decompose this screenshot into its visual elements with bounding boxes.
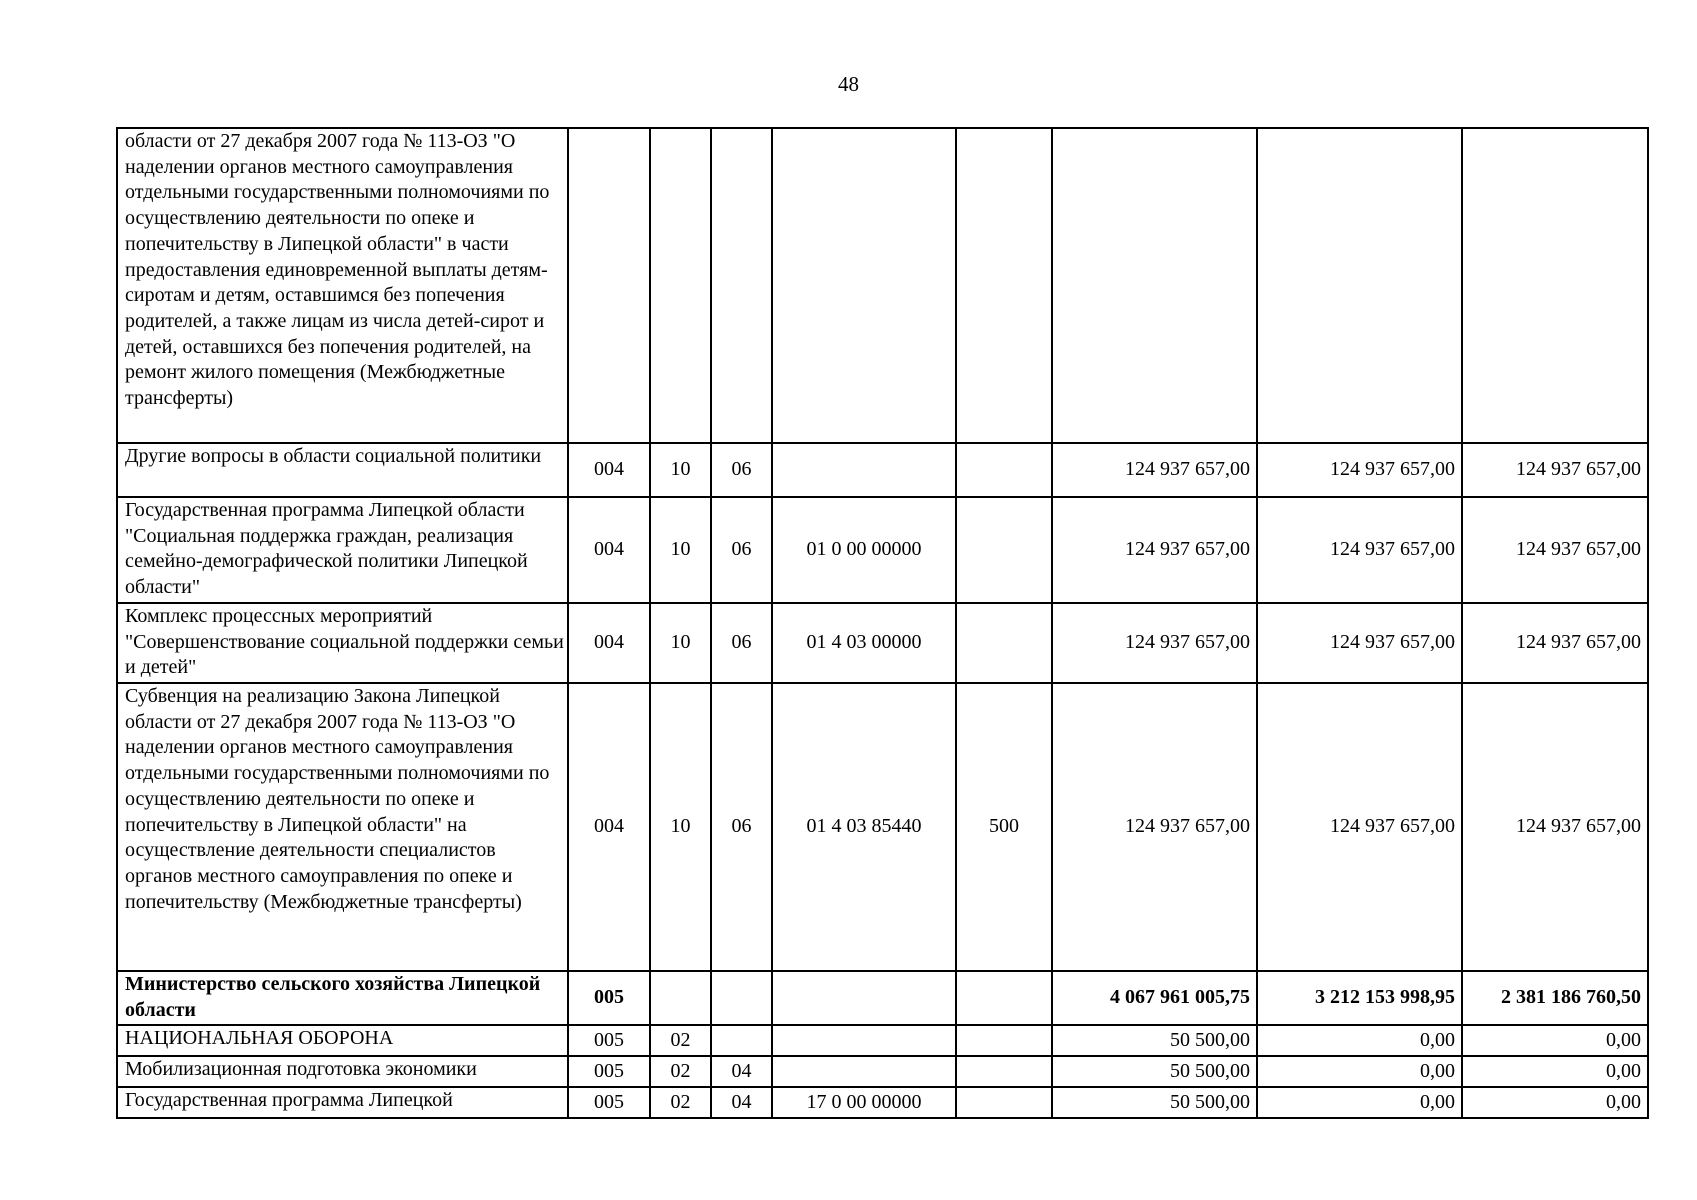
section-code: 10 xyxy=(650,603,711,683)
table-row xyxy=(117,1025,1648,1056)
sum-year-2: 0,00 xyxy=(1257,1087,1462,1118)
table-row xyxy=(117,1087,1648,1118)
target-article-code: 01 4 03 00000 xyxy=(772,603,956,683)
target-article-code xyxy=(772,971,956,1025)
target-article-code xyxy=(772,443,956,497)
expense-type-code: 500 xyxy=(956,683,1052,971)
sum-year-2 xyxy=(1257,128,1462,443)
sum-year-1: 50 500,00 xyxy=(1052,1087,1257,1118)
section-code xyxy=(650,128,711,443)
ministry-code: 005 xyxy=(568,971,650,1025)
row-name: Субвенция на реализацию Закона Липецкой области от 27 декабря 2007 года № 113-ОЗ "О наделении органов местного самоуправления отдельными государственными полномочиями по осуществлению деятельности по опеке и попечительству в Липецкой области" на осуществление деятельности специалистов органов местного самоуправления по опеке и попечительству (Межбюджетные трансферты) xyxy=(117,683,568,971)
row-name: НАЦИОНАЛЬНАЯ ОБОРОНА xyxy=(117,1025,568,1056)
section-code: 02 xyxy=(650,1056,711,1087)
subsection-code xyxy=(711,1025,772,1056)
budget-table xyxy=(116,127,1649,1119)
sum-year-2: 124 937 657,00 xyxy=(1257,603,1462,683)
expense-type-code xyxy=(956,1087,1052,1118)
table-row xyxy=(117,683,1648,971)
sum-year-2: 3 212 153 998,95 xyxy=(1257,971,1462,1025)
row-name: Государственная программа Липецкой xyxy=(117,1087,568,1118)
table-row xyxy=(117,603,1648,683)
expense-type-code xyxy=(956,1025,1052,1056)
section-code: 02 xyxy=(650,1025,711,1056)
section-code: 10 xyxy=(650,443,711,497)
section-code xyxy=(650,971,711,1025)
target-article-code xyxy=(772,128,956,443)
ministry-code: 004 xyxy=(568,443,650,497)
expense-type-code xyxy=(956,443,1052,497)
sum-year-1: 50 500,00 xyxy=(1052,1056,1257,1087)
table-row xyxy=(117,128,1648,443)
ministry-code: 004 xyxy=(568,603,650,683)
sum-year-1: 124 937 657,00 xyxy=(1052,497,1257,603)
sum-year-3: 124 937 657,00 xyxy=(1462,603,1648,683)
ministry-code: 005 xyxy=(568,1025,650,1056)
sum-year-3 xyxy=(1462,128,1648,443)
ministry-code: 005 xyxy=(568,1087,650,1118)
expense-type-code xyxy=(956,1056,1052,1087)
table-row xyxy=(117,1056,1648,1087)
sum-year-2: 124 937 657,00 xyxy=(1257,683,1462,971)
section-code: 10 xyxy=(650,683,711,971)
sum-year-1: 124 937 657,00 xyxy=(1052,683,1257,971)
sum-year-2: 0,00 xyxy=(1257,1056,1462,1087)
table-row xyxy=(117,443,1648,497)
subsection-code: 04 xyxy=(711,1056,772,1087)
section-code: 02 xyxy=(650,1087,711,1118)
sum-year-1: 50 500,00 xyxy=(1052,1025,1257,1056)
expense-type-code xyxy=(956,497,1052,603)
sum-year-3: 124 937 657,00 xyxy=(1462,497,1648,603)
sum-year-3: 124 937 657,00 xyxy=(1462,683,1648,971)
ministry-code: 005 xyxy=(568,1056,650,1087)
sum-year-1: 124 937 657,00 xyxy=(1052,443,1257,497)
subsection-code xyxy=(711,971,772,1025)
page-number: 48 xyxy=(838,72,859,96)
target-article-code: 01 4 03 85440 xyxy=(772,683,956,971)
sum-year-1: 124 937 657,00 xyxy=(1052,603,1257,683)
subsection-code: 04 xyxy=(711,1087,772,1118)
row-name: Другие вопросы в области социальной политики xyxy=(117,443,568,497)
expense-type-code xyxy=(956,128,1052,443)
expense-type-code xyxy=(956,603,1052,683)
ministry-code xyxy=(568,128,650,443)
sum-year-2: 124 937 657,00 xyxy=(1257,497,1462,603)
target-article-code: 01 0 00 00000 xyxy=(772,497,956,603)
expense-type-code xyxy=(956,971,1052,1025)
table-row xyxy=(117,971,1648,1025)
subsection-code: 06 xyxy=(711,443,772,497)
table-row xyxy=(117,497,1648,603)
subsection-code: 06 xyxy=(711,683,772,971)
section-code: 10 xyxy=(650,497,711,603)
sum-year-1 xyxy=(1052,128,1257,443)
subsection-code: 06 xyxy=(711,497,772,603)
sum-year-3: 0,00 xyxy=(1462,1025,1648,1056)
row-name: области от 27 декабря 2007 года № 113-ОЗ "О наделении органов местного самоуправления отдельными государственными полномочиями по осуществлению деятельности по опеке и попечительству в Липецкой области" в части предоставления единовременной выплаты детям-сиротам и детям, оставшимся без попечения родителей, а также лицам из числа детей-сирот и детей, оставшихся без попечения родителей, на ремонт жилого помещения (Межбюджетные трансферты) xyxy=(117,128,568,443)
target-article-code xyxy=(772,1056,956,1087)
row-name: Комплекс процессных мероприятий "Совершенствование социальной поддержки семьи и детей" xyxy=(117,603,568,683)
sum-year-2: 124 937 657,00 xyxy=(1257,443,1462,497)
row-name: Государственная программа Липецкой области "Социальная поддержка граждан, реализация семейно-демографической политики Липецкой области" xyxy=(117,497,568,603)
ministry-code: 004 xyxy=(568,683,650,971)
sum-year-3: 0,00 xyxy=(1462,1056,1648,1087)
sum-year-3: 2 381 186 760,50 xyxy=(1462,971,1648,1025)
sum-year-1: 4 067 961 005,75 xyxy=(1052,971,1257,1025)
target-article-code: 17 0 00 00000 xyxy=(772,1087,956,1118)
sum-year-2: 0,00 xyxy=(1257,1025,1462,1056)
sum-year-3: 0,00 xyxy=(1462,1087,1648,1118)
subsection-code xyxy=(711,128,772,443)
target-article-code xyxy=(772,1025,956,1056)
row-name: Мобилизационная подготовка экономики xyxy=(117,1056,568,1087)
ministry-code: 004 xyxy=(568,497,650,603)
sum-year-3: 124 937 657,00 xyxy=(1462,443,1648,497)
row-name: Министерство сельского хозяйства Липецкой области xyxy=(117,971,568,1025)
subsection-code: 06 xyxy=(711,603,772,683)
